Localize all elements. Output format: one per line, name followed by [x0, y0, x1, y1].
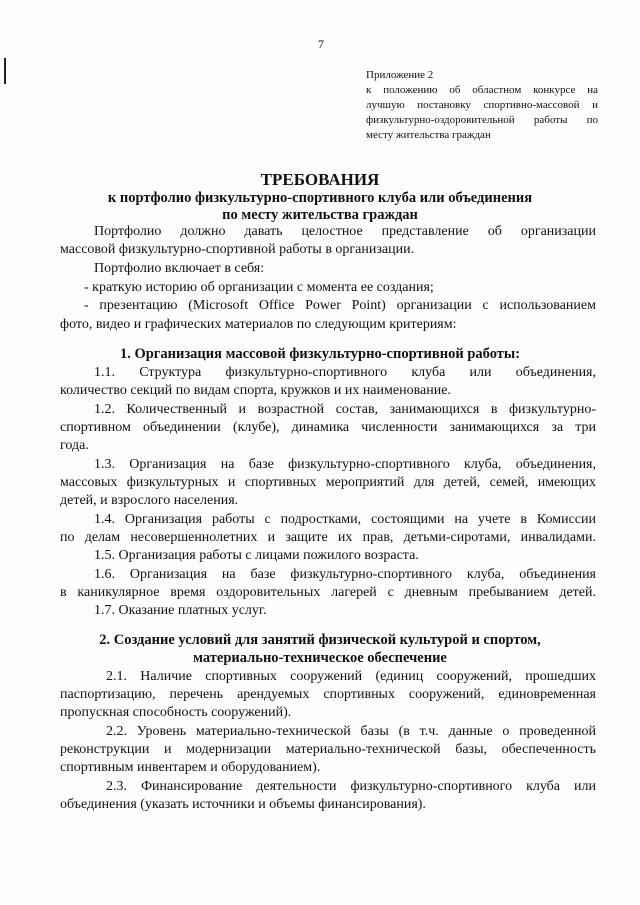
section-1-line: 1.5. Организация работы с лицами пожилого возраста. [94, 548, 419, 563]
section-2-heading: 2. Создание условий для занятий физической культурой и спортом, [99, 632, 541, 648]
document-title: ТРЕБОВАНИЯ [260, 170, 380, 189]
section-1-line: по делам несовершеннолетних и защите их прав, детьми-сиротами, инвалидами. [60, 530, 596, 545]
section-1-heading: 1. Организация массовой физкультурно-спортивной работы: [119, 346, 521, 362]
section-1-line: спортивном объединении (клубе), динамика численности занимающихся за три [60, 420, 596, 435]
section-2-line: спортивным инвентарем и оборудованием). [60, 760, 321, 775]
appendix-line: лучшую постановку спортивно-массовой и [366, 99, 598, 111]
section-2-line: объединения (указать источники и объемы финансирования). [60, 797, 426, 812]
section-2-line: 2.3. Финансирование деятельности физкультурно-спортивного клуба или [106, 779, 596, 794]
section-2-line: реконструкции и модернизации материально-технической базы, обеспеченность [60, 742, 596, 757]
intro-line: - краткую историю об организации с момента ее создания; [84, 280, 434, 295]
section-2-heading: материально-техническое обеспечение [193, 650, 447, 666]
section-2-line: 2.1. Наличие спортивных сооружений (единиц сооружений, прошедших [106, 669, 596, 684]
section-1-line: 1.3. Организация на базе физкультурно-спортивного клуба, объединения, [94, 457, 596, 472]
section-1-line: 1.4. Организация работы с подростками, состоящими на учете в Комиссии [94, 512, 596, 527]
section-1-line: 1.7. Оказание платных услуг. [94, 603, 267, 618]
section-1-line: 1.6. Организация на базе физкультурно-спортивного клуба, объединения [94, 567, 596, 582]
appendix-line: Приложение 2 [366, 69, 434, 81]
intro-line: - презентацию (Microsoft Office Power Point) организации с использованием [84, 298, 596, 313]
section-1-line: массовых физкультурных и спортивных мероприятий для детей, семей, имеющих [60, 475, 596, 490]
intro-line: фото, видео и графических материалов по следующим критериям: [60, 317, 457, 332]
intro-line: Портфолио включает в себя: [94, 261, 265, 276]
section-1-line: количество секций по видам спорта, кружков и их наименование. [60, 383, 451, 398]
section-2-line: 2.2. Уровень материально-технической базы (в т.ч. данные о проведенной [106, 724, 596, 739]
section-2-line: паспортизацию, перечень арендуемых спортивных сооружений, единовременная [60, 687, 596, 702]
section-1-line: детей, и взрослого населения. [60, 493, 239, 508]
section-2-line: пропускная способность сооружений). [60, 705, 292, 720]
section-1-line: 1.2. Количественный и возрастной состав, занимающихся в физкультурно- [94, 402, 596, 417]
appendix-note [366, 68, 598, 143]
appendix-line: к положению об областном конкурсе на [366, 84, 598, 96]
section-1-line: 1.1. Структура физкультурно-спортивного клуба или объединения, [94, 365, 596, 380]
appendix-line: физкультурно-оздоровительной работы по [366, 114, 598, 126]
document-subtitle-line: по месту жительства граждан [222, 207, 418, 223]
section-1-line: в каникулярное время оздоровительных лагерей с дневным пребыванием детей. [60, 585, 596, 600]
document-subtitle-line: к портфолио физкультурно-спортивного клуба или объединения [107, 190, 533, 206]
appendix-line: месту жительства граждан [366, 129, 491, 141]
scan-margin-mark [4, 58, 6, 84]
intro-line: массовой физкультурно-спортивной работы в организации. [60, 242, 415, 257]
page-number: 7 [318, 37, 324, 51]
section-1-line: года. [60, 438, 89, 453]
intro-line: Портфолио должно давать целостное представление об организации [94, 224, 596, 239]
